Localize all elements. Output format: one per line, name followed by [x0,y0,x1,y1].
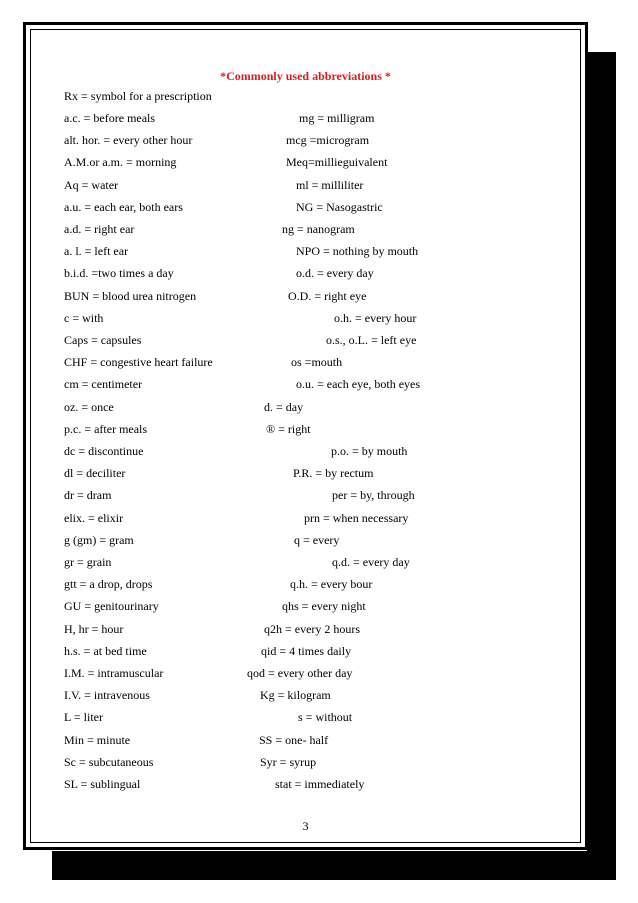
abbreviation-left: h.s. = at bed time [64,643,147,658]
abbreviation-left: GU = genitourinary [64,599,159,614]
abbreviation-right: q.h. = every bour [290,577,373,592]
document-title: *Commonly used abbreviations * [220,69,391,83]
abbreviation-left: oz. = once [64,399,114,414]
abbreviation-right: NG = Nasogastric [296,199,383,214]
abbreviation-left: dl = deciliter [64,466,126,481]
list-item [64,532,565,548]
abbreviation-right: Syr = syrup [260,754,317,769]
abbreviation-left: A.M.or a.m. = morning [64,155,177,170]
list-item [64,199,565,215]
abbreviation-left: L = liter [64,710,103,725]
abbreviation-right: qod = every other day [247,666,353,680]
list-item [64,665,565,681]
abbreviation-right: o.s., o.L. = left eye [326,333,417,347]
abbreviation-left: alt. hor. = every other hour [64,133,193,148]
abbreviation-left: c = with [64,310,104,325]
abbreviation-left: CHF = congestive heart failure [64,355,213,370]
abbreviation-left: Min = minute [64,732,131,747]
abbreviation-right: qhs = every night [282,599,366,614]
list-item [64,110,565,126]
abbreviation-right: P.R. = by rectum [293,466,374,481]
list-item [64,288,565,304]
abbreviation-left: elix. = elixir [64,510,124,525]
abbreviation-right: stat = immediately [275,777,365,791]
list-item [64,643,565,659]
abbreviation-right: prn = when necessary [304,510,409,525]
list-item [64,154,565,170]
abbreviation-left: Caps = capsules [64,333,142,347]
abbreviation-left: dc = discontinue [64,444,144,458]
list-item [64,487,565,503]
page [23,22,588,850]
page-shadow-bottom [52,851,616,880]
abbreviation-left: I.M. = intramuscular [64,666,164,680]
list-item [64,332,565,348]
list-item [64,421,565,437]
abbreviation-right: os =mouth [291,355,343,370]
abbreviation-left: a. l. = left ear [64,244,129,259]
abbreviation-left: H, hr = hour [64,621,124,636]
list-item [64,554,565,570]
list-item [64,243,565,259]
abbreviation-right: ng = nanogram [282,222,355,236]
abbreviation-left: gr = grain [64,555,112,569]
intro-text: Rx = symbol for a prescription [64,89,212,103]
abbreviation-right: qid = 4 times daily [261,643,352,658]
page-number: 3 [302,819,309,833]
abbreviation-right: ml = milliliter [296,177,364,192]
intro-line [64,88,565,104]
list-item [64,132,565,148]
abbreviation-right: o.u. = each eye, both eyes [296,377,421,392]
list-item [64,465,565,481]
list-item [64,376,565,392]
list-item [64,177,565,193]
page-shadow-right [587,52,616,880]
abbreviation-left: p.c. = after meals [64,421,148,436]
abbreviation-left: BUN = blood urea nitrogen [64,288,197,303]
list-item [64,732,565,748]
abbreviation-right: s = without [298,710,353,725]
abbreviation-left: a.u. = each ear, both ears [64,199,183,214]
abbreviation-left: Sc = subcutaneous [64,754,154,769]
list-item [64,221,565,237]
list-item [64,354,565,370]
list-item [64,754,565,770]
abbreviation-right: Meq=millieguivalent [286,155,388,170]
abbreviation-right: p.o. = by mouth [331,444,408,458]
list-item [64,510,565,526]
abbreviation-left: b.i.d. =two times a day [64,266,174,281]
abbreviation-right: mcg =microgram [286,133,370,148]
list-item [64,776,565,792]
abbreviation-left: Aq = water [64,177,119,192]
abbreviation-right: per = by, through [332,488,415,503]
abbreviation-right: O.D. = right eye [288,288,367,303]
abbreviation-right: Kg = kilogram [260,688,331,703]
abbreviation-right: q2h = every 2 hours [264,621,361,636]
abbreviation-right: q.d. = every day [332,555,410,569]
list-item [64,576,565,592]
list-item [64,709,565,725]
abbreviation-left: dr = dram [64,488,112,503]
abbreviation-left: gtt = a drop, drops [64,577,153,592]
abbreviation-left: SL = sublingual [64,777,141,791]
list-item [64,443,565,459]
list-item [64,598,565,614]
abbreviation-right: mg = milligram [299,111,375,125]
abbreviation-left: g (gm) = gram [64,532,134,547]
abbreviation-right: o.d. = every day [296,266,374,281]
abbreviation-left: a.d. = right ear [64,222,135,236]
abbreviation-right: d. = day [264,399,304,414]
abbreviation-left: a.c. = before meals [64,111,156,125]
list-item [64,399,565,415]
abbreviation-right: q = every [294,532,340,547]
list-item [64,265,565,281]
abbreviation-right: ® = right [266,421,311,436]
list-item [64,687,565,703]
abbreviation-left: cm = centimeter [64,377,143,392]
abbreviation-right: o.h. = every hour [334,310,417,325]
list-item [64,621,565,637]
list-item [64,310,565,326]
abbreviation-left: I.V. = intravenous [64,688,150,703]
abbreviation-right: NPO = nothing by mouth [296,244,419,259]
abbreviation-right: SS = one- half [259,732,329,747]
